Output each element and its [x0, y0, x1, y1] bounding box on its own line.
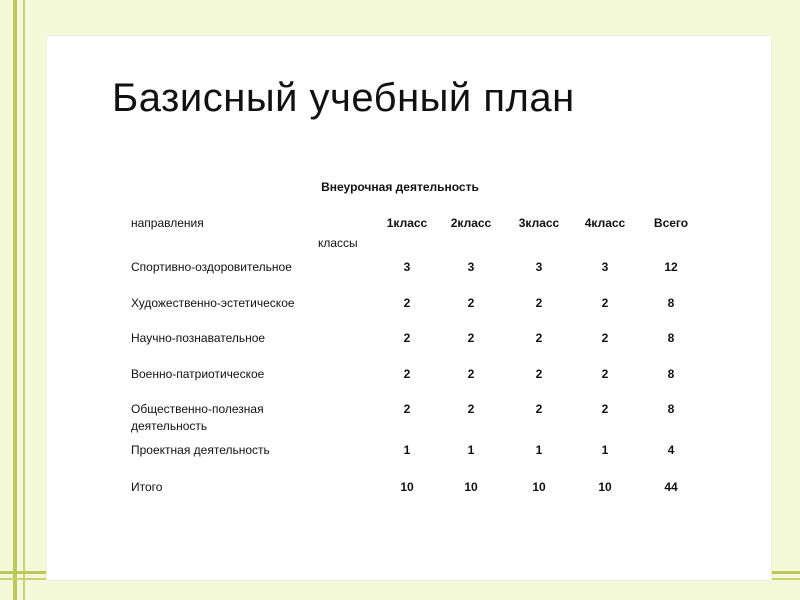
row-value-cell: 2 — [535, 296, 543, 310]
row-value-cell: 1 — [467, 443, 475, 457]
row-value-cell: 2 — [467, 296, 475, 310]
row-label: Научно-познавательное — [131, 331, 266, 345]
row-total-cell: 8 — [667, 367, 675, 381]
row-label: деятельность — [131, 419, 208, 433]
row-value-cell: 2 — [467, 367, 475, 381]
row-value-cell: 2 — [467, 331, 475, 345]
header-grade-3: 3класс — [518, 216, 560, 230]
row-value-cell: 10 — [464, 480, 478, 494]
header-classes: классы — [318, 236, 358, 250]
row-value-cell: 2 — [601, 296, 609, 310]
row-value-cell: 2 — [403, 402, 411, 416]
page-title: Базисный учебный план — [112, 76, 575, 120]
row-label: Художественно-эстетическое — [131, 296, 295, 310]
row-value-cell: 1 — [403, 443, 411, 457]
row-label: Итого — [131, 480, 163, 494]
row-value-cell: 3 — [467, 260, 475, 274]
row-value-cell: 2 — [601, 331, 609, 345]
row-value-cell: 2 — [601, 367, 609, 381]
table-title: Внеурочная деятельность — [321, 180, 479, 194]
row-value-cell: 2 — [535, 367, 543, 381]
row-value-cell: 10 — [400, 480, 414, 494]
row-value-cell: 3 — [403, 260, 411, 274]
row-value-cell: 10 — [532, 480, 546, 494]
row-value-cell: 3 — [601, 260, 609, 274]
row-total-cell: 8 — [667, 296, 675, 310]
row-value-cell: 2 — [467, 402, 475, 416]
decor-vertical-bar-thin — [23, 0, 25, 600]
row-value-cell: 2 — [601, 402, 609, 416]
row-value-cell: 3 — [535, 260, 543, 274]
row-value-cell: 2 — [403, 367, 411, 381]
row-total-cell: 4 — [667, 443, 675, 457]
header-grade-4: 4класс — [584, 216, 626, 230]
row-value-cell: 2 — [535, 402, 543, 416]
row-label: Общественно-полезная — [131, 402, 264, 416]
decor-vertical-bar — [13, 0, 17, 600]
header-grade-2: 2класс — [450, 216, 492, 230]
row-label: Проектная деятельность — [131, 443, 270, 457]
row-total-cell: 12 — [664, 260, 678, 274]
row-value-cell: 1 — [601, 443, 609, 457]
row-label: Военно-патриотическое — [131, 367, 265, 381]
header-grade-1: 1класс — [386, 216, 428, 230]
row-value-cell: 10 — [598, 480, 612, 494]
row-label: Спортивно-оздоровительное — [131, 260, 292, 274]
header-direction: направления — [131, 216, 204, 230]
row-value-cell: 2 — [535, 331, 543, 345]
row-total-cell: 8 — [667, 402, 675, 416]
row-total-cell: 8 — [667, 331, 675, 345]
row-total-cell: 44 — [664, 480, 678, 494]
row-value-cell: 2 — [403, 331, 411, 345]
row-value-cell: 1 — [535, 443, 543, 457]
row-value-cell: 2 — [403, 296, 411, 310]
header-total: Всего — [653, 216, 689, 230]
